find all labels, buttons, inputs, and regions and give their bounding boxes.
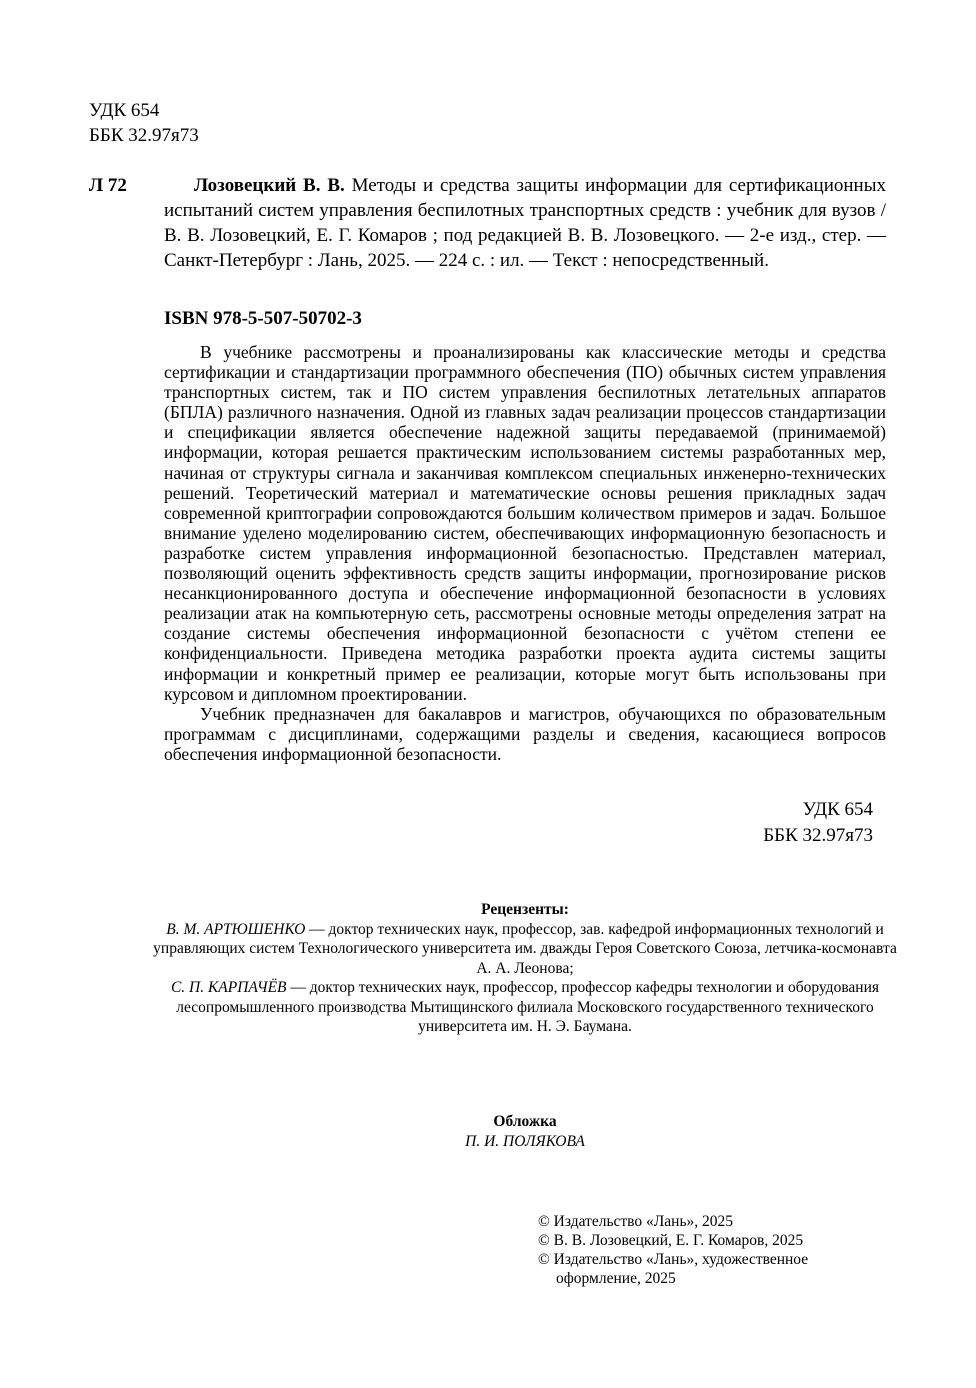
copyright-line: © Издательство «Лань», художественное <box>538 1251 809 1268</box>
copyright-line: © В. В. Лозовецкий, Е. Г. Комаров, 2025 <box>538 1232 804 1249</box>
bibliographic-text: Методы и средства защиты информации для сертификационных испытаний систем управления беспилотных транспортных средств : учебник для вузов / В. В. Лозовецкий, Е. Г. Комаров ; под редакцией В. В. Лозовецкого. — 2-е изд., стер. — Санкт-Петербург : Лань, 2025. — 224 с. : ил. — Текст : непосредственный. <box>164 175 886 271</box>
reviewer-name: С. П. КАРПАЧЁВ <box>170 979 287 996</box>
copyright-block <box>538 1212 848 1288</box>
udk-code: УДК 654 <box>802 799 873 820</box>
cover-credit <box>150 1112 900 1152</box>
copyright-line: © Издательство «Лань», 2025 <box>538 1213 734 1230</box>
abstract <box>164 342 886 764</box>
reviewer-credentials: — доктор технических наук, профессор, профессор кафедры технологии и оборудования лесопромышленного производства Мытищинского филиала Московского государственного технического университета им. Н. Э. Баумана. <box>176 979 880 1035</box>
cover-designer: П. И. ПОЛЯКОВА <box>465 1133 585 1150</box>
bibliographic-record <box>164 173 886 273</box>
reviewer <box>150 920 900 979</box>
bbk-code: ББК 32.97я73 <box>763 825 873 846</box>
isbn: ISBN 978-5-507-50702-3 <box>164 308 362 329</box>
author-sign: Л 72 <box>89 175 127 196</box>
reviewer-credentials: — доктор технических наук, профессор, зав. кафедрой информационных технологий и управляющих систем Технологического университета им. дважды Героя Советского Союза, летчика-космонавта А. А. Леонова; <box>153 920 897 977</box>
reviewer-name: В. М. АРТЮШЕНКО <box>166 920 306 938</box>
bbk-code: ББК 32.97я73 <box>89 125 199 146</box>
copyright-line: оформление, 2025 <box>556 1270 676 1287</box>
author-name: Лозовецкий В. В. <box>194 175 345 196</box>
cover-heading: Обложка <box>493 1113 557 1130</box>
abstract-paragraph: В учебнике рассмотрены и проанализированы как классические методы и средства сертификации и стандартизации программного обеспечения (ПО) обычных систем управления транспортных систем, так и ПО систем управления беспилотных летательных аппаратов (БПЛА) различного назначения. Одной из главных задач реализации процессов стандартизации и спецификации является обеспечение надежной защиты передаваемой (принимаемой) информации, которая решается практическим использованием системы разработанных мер, начиная от структуры сигнала и заканчивая комплексом специальных инженерно-технических решений. Теоретический материал и математические основы решения прикладных задач современной криптографии сопровождаются большим количеством примеров и задач. Большое внимание уделено моделированию систем, обеспечивающих информационную безопасность и разработке систем управления информационной безопасностью. Представлен материал, позволяющий оценить эффективность средств защиты информации, прогнозирование рисков несанкционированного доступа и обеспечение информационной безопасности в условиях реализации атак на компьютерную сеть, рассмотрены основные методы определения затрат на создание системы обеспечения информационной безопасности с учётом степени ее конфиденциальности. Приведена методика разработки проекта аудита системы защиты информации и конкретный пример ее реализации, которые могут быть использованы при курсовом и дипломном проектировании. <box>164 342 886 704</box>
reviewer <box>150 978 900 1037</box>
udk-code: УДК 654 <box>89 100 160 121</box>
udk-footer <box>720 797 873 849</box>
reviewers-heading: Рецензенты: <box>481 901 569 918</box>
reviewers-block <box>150 900 900 1037</box>
abstract-paragraph: Учебник предназначен для бакалавров и магистров, обучающихся по образовательным программам с дисциплинами, содержащими разделы и сведения, касающиеся вопросов обеспечения информационной безопасности. <box>164 703 886 764</box>
udk-header <box>89 98 199 148</box>
